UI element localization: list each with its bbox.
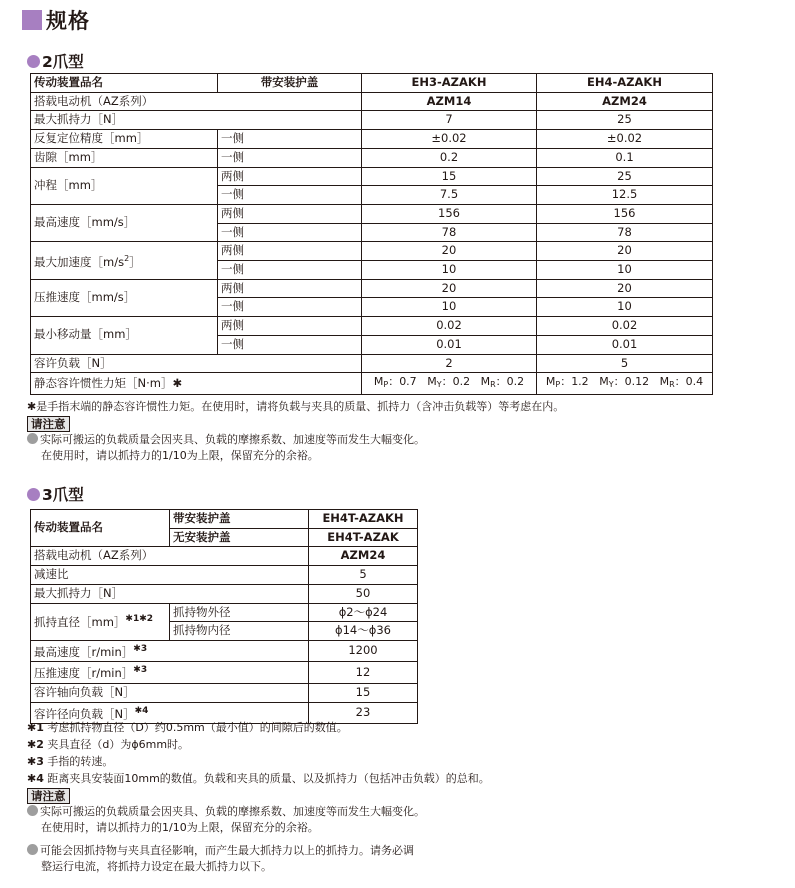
row-label: 减速比 [31,566,309,585]
row-label: 容许轴向负载［N］ [31,683,309,702]
cell-value: AZM24 [309,547,418,566]
row-side: 一侧 [218,130,362,149]
footnote-2claw: ✱是手指末端的静态容许惯性力矩。在使用时，请将负载与夹具的质量、抓持力（含冲击负载等）等考虑在内。 [27,400,565,413]
cell-value: 20 [537,279,713,298]
row-label: 最高速度［r/min］$^{✱3}$ [31,640,309,662]
caution-text-2claw: 实际可搬运的负载质量会因夹具、负载的摩擦系数、加速度等而发生大幅变化。 在使用时，请以抓持力的1/10为上限，保留充分的余裕。 [27,432,425,464]
table-row [31,317,713,336]
row-side: 一侧 [218,186,362,205]
row-label: 静态容许惯性力矩［N·m］✱ [31,373,362,395]
row-side: 一侧 [218,148,362,167]
table-row [31,566,418,585]
cell-value: 10 [362,261,537,280]
bullet-dot-icon [27,433,38,444]
spec-table-2claw [30,73,713,395]
page-title-text: 规格 [46,9,90,33]
cell-value: 7 [362,111,537,130]
table-row [31,662,418,684]
header-model-1: EH3-AZAKH [362,74,537,93]
header-model-2: EH4-AZAKH [537,74,713,93]
cell-value: 20 [362,242,537,261]
cell-value: 5 [537,354,713,373]
moment-cell-2: $M_P$：1.2 $M_Y$：0.12 $M_R$：0.4 [537,373,713,395]
cell-value: 15 [309,683,418,702]
row-label: 抓持直径［mm］$^{✱1✱2}$ [31,603,170,640]
table-row [31,92,713,111]
cell-value: 0.01 [362,335,537,354]
cell-value: 10 [537,261,713,280]
row-label: 最大加速度$[m/s^2]$ [31,242,218,279]
cell-value: 0.01 [537,335,713,354]
cell-value: 0.02 [362,317,537,336]
row-side: 一侧 [218,261,362,280]
caution-label-3claw: 请注意 [27,788,70,804]
row-label: 最大抓持力［N］ [31,584,309,603]
table-row [31,242,713,261]
caution-label-2claw: 请注意 [27,416,70,432]
cell-value: AZM14 [362,92,537,111]
row-label: 容许负载［N］ [31,354,362,373]
row-label: 容许径向负载［N］$^{✱4}$ [31,702,309,724]
title-square-icon [22,10,42,30]
row-side: 两侧 [218,204,362,223]
spec-table-3claw [30,509,418,724]
table-row [31,279,713,298]
cell-value: 23 [309,702,418,724]
footnote-2: ✱2 夹具直径（d）为ϕ6mm时。 [27,738,190,751]
header-cover-without: 无安装护盖 [170,528,309,547]
cell-value: 78 [537,223,713,242]
row-label: 最大抓持力［N］ [31,111,362,130]
row-label: 最高速度［mm/s］ [31,204,218,241]
caution-text-3claw-2: 可能会因抓持物与夹具直径影响，而产生最大抓持力以上的抓持力。请务必调 整运行电流，将抓持力设定在最大抓持力以下。 [27,843,414,875]
footnote-1: ✱1 考虑抓持物直径（D）约0.5mm（最小值）的间隙后的数值。 [27,721,348,734]
row-side: 一侧 [218,223,362,242]
cell-value: 25 [537,111,713,130]
cell-value: 156 [537,204,713,223]
cell-value: 0.02 [537,317,713,336]
row-side: 一侧 [218,298,362,317]
row-label: 搭载电动机（AZ系列） [31,547,309,566]
row-side: 两侧 [218,317,362,336]
row-label: 齿隙［mm］ [31,148,218,167]
cell-value: 12.5 [537,186,713,205]
row-label: 压推速度［mm/s］ [31,279,218,316]
row-label: 冲程［mm］ [31,167,218,204]
page-title [22,6,90,34]
table-row [31,603,418,622]
cell-value: ϕ14～ϕ36 [309,622,418,641]
header-model-without: EH4T-AZAK [309,528,418,547]
table-row [31,683,418,702]
row-label: 压推速度［r/min］$^{✱3}$ [31,662,309,684]
cell-value: 10 [537,298,713,317]
cell-value: 5 [309,566,418,585]
table-row [31,148,713,167]
section-2claw-heading: 2爪型 [27,52,84,70]
cell-value: 12 [309,662,418,684]
table-row [31,584,418,603]
footnote-4: ✱4 距离夹具安装面10mm的数值。负载和夹具的质量、以及抓持力（包括冲击负载）的总和。 [27,772,490,785]
bullet-dot-icon [27,805,38,816]
cell-value: 156 [362,204,537,223]
row-side: 一侧 [218,335,362,354]
row-side: 两侧 [218,242,362,261]
cell-value: 25 [537,167,713,186]
header-model-with: EH4T-AZAKH [309,510,418,529]
cell-value: ϕ2～ϕ24 [309,603,418,622]
bullet-dot-icon [27,844,38,855]
cell-value: 7.5 [362,186,537,205]
cell-value: ±0.02 [362,130,537,149]
row-side: 抓持物外径 [170,603,309,622]
cell-value: 0.1 [537,148,713,167]
cell-value: 15 [362,167,537,186]
section-dot-icon [27,488,40,501]
header-name-label: 传动装置品名 [31,74,218,93]
cell-value: 50 [309,584,418,603]
table-header-row [31,74,713,93]
footnotes-3claw [27,720,490,786]
row-side: 抓持物内径 [170,622,309,641]
header-cover-label: 带安装护盖 [218,74,362,93]
header-cover-with: 带安装护盖 [170,510,309,529]
table-row [31,640,418,662]
row-side: 两侧 [218,279,362,298]
cell-value: 78 [362,223,537,242]
table-row [31,354,713,373]
moment-cell-1: $M_P$：0.7 $M_Y$：0.2 $M_R$：0.2 [362,373,537,395]
row-side: 两侧 [218,167,362,186]
cell-value: ±0.02 [537,130,713,149]
cell-value: 20 [362,279,537,298]
table-row [31,373,713,395]
cell-value: 20 [537,242,713,261]
cell-value: AZM24 [537,92,713,111]
table-row [31,167,713,186]
cell-value: 10 [362,298,537,317]
table-header-row [31,510,418,529]
table-row [31,130,713,149]
table-row [31,204,713,223]
table-row [31,111,713,130]
table-row [31,547,418,566]
row-label: 反复定位精度［mm］ [31,130,218,149]
header-name-label: 传动装置品名 [31,510,170,547]
cell-value: 2 [362,354,537,373]
section-3claw-heading: 3爪型 [27,485,84,503]
footnote-3: ✱3 手指的转速。 [27,755,114,768]
cell-value: 1200 [309,640,418,662]
cell-value: 0.2 [362,148,537,167]
section-dot-icon [27,55,40,68]
row-label: 搭载电动机（AZ系列） [31,92,362,111]
row-label: 最小移动量［mm］ [31,317,218,354]
caution-text-3claw: 实际可搬运的负载质量会因夹具、负载的摩擦系数、加速度等而发生大幅变化。 在使用时，请以抓持力的1/10为上限，保留充分的余裕。 [27,804,425,836]
